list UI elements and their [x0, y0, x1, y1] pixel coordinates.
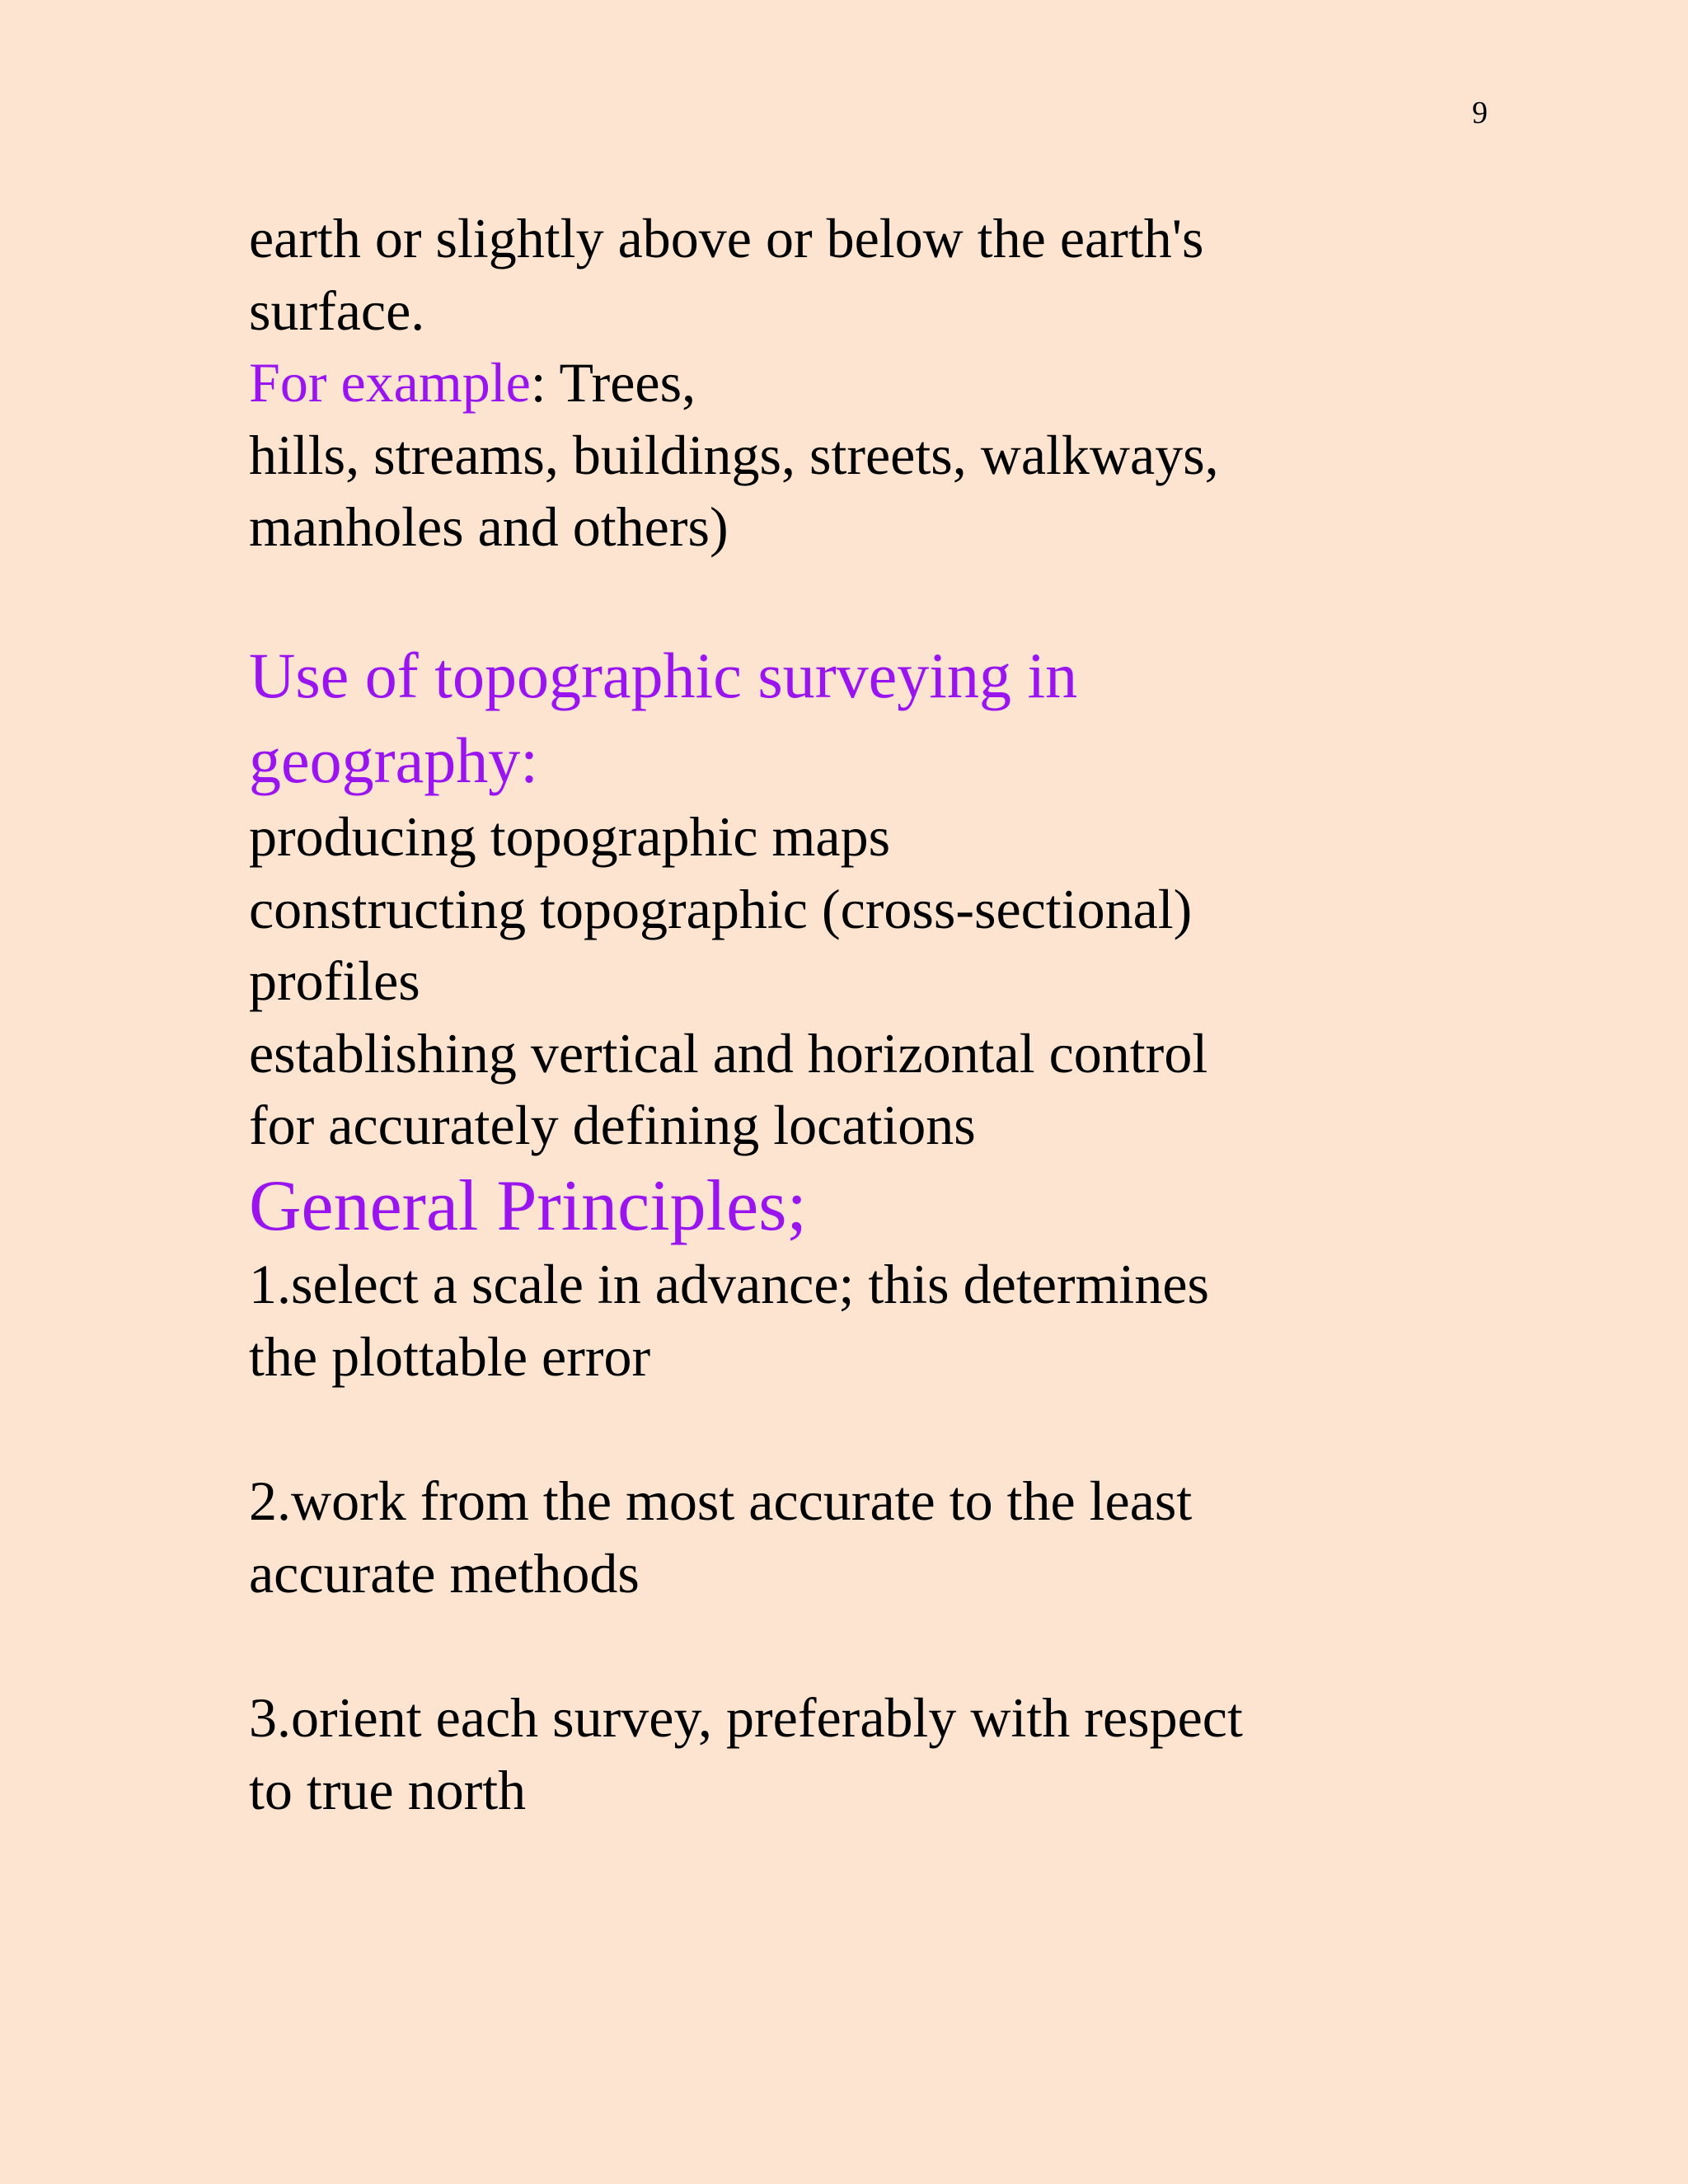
uses-heading-line-2: geography: [249, 724, 538, 796]
intro-line-2: surface. [249, 279, 425, 342]
uses-line: establishing vertical and horizontal control [249, 1022, 1208, 1085]
uses-line: profiles [249, 949, 420, 1012]
principle-2-line-1: 2.work from the most accurate to the least [249, 1469, 1193, 1532]
intro-line-1: earth or slightly above or below the earth's [249, 207, 1204, 269]
page-number: 9 [1472, 96, 1488, 130]
uses-heading-line-1: Use of topographic surveying in [249, 640, 1078, 711]
intro-example-line [249, 351, 696, 414]
principles-heading: General Principles; [249, 1166, 807, 1246]
principle-2-line-2: accurate methods [249, 1542, 640, 1605]
principle-3-line-1: 3.orient each survey, preferably with respect [249, 1686, 1243, 1749]
example-label: For example [249, 351, 531, 414]
uses-line: constructing topographic (cross-sectional) [249, 878, 1193, 940]
principle-1-line-2: the plottable error [249, 1325, 651, 1388]
example-text: : Trees, [530, 351, 696, 414]
principle-1-line-1: 1.select a scale in advance; this determines [249, 1253, 1209, 1315]
uses-line: for accurately defining locations [249, 1094, 976, 1156]
uses-line: producing topographic maps [249, 805, 891, 868]
intro-line-4: hills, streams, buildings, streets, walkways, [249, 424, 1219, 486]
intro-line-5: manholes and others) [249, 495, 729, 558]
principle-3-line-2: to true north [249, 1759, 527, 1821]
